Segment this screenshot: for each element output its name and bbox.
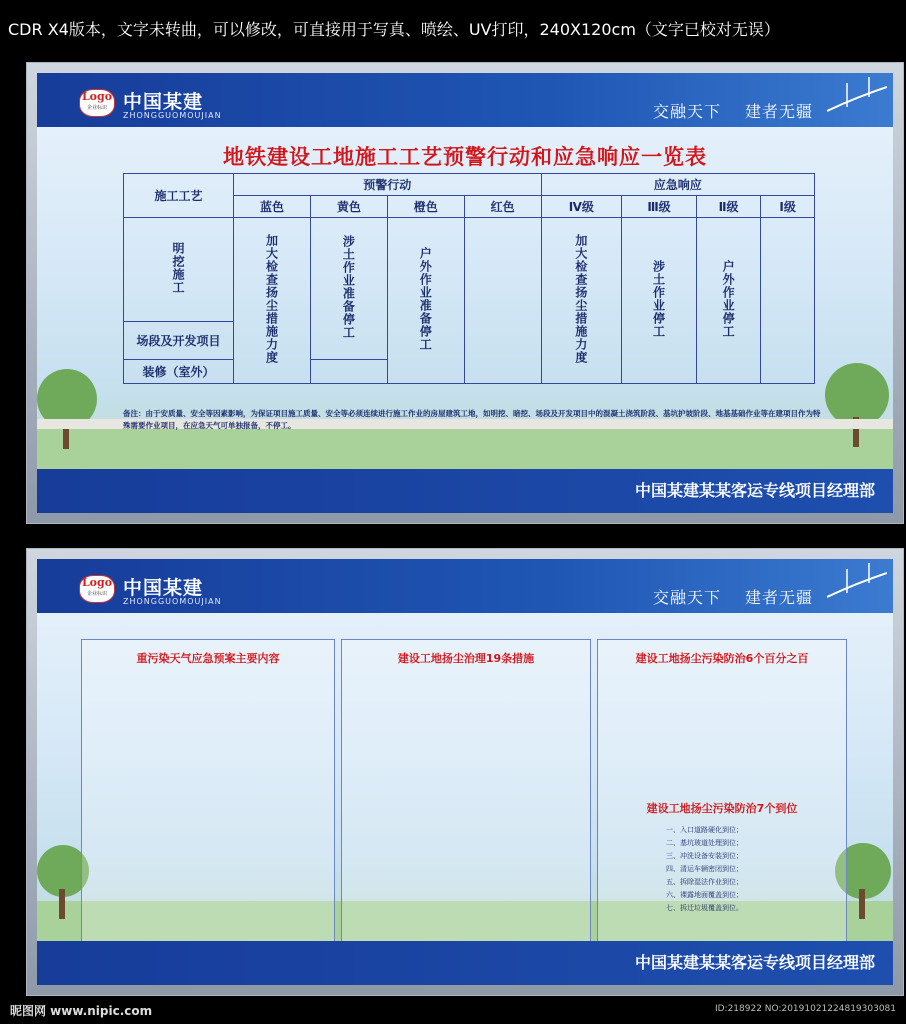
row-open-cut-label: 明挖施工 xyxy=(171,242,185,294)
board-1 xyxy=(26,62,904,524)
list-item: 二、基坑玻道处理到位； xyxy=(666,839,743,847)
logo xyxy=(79,575,115,603)
action-level4 xyxy=(541,218,622,384)
slogan xyxy=(629,99,813,122)
board-2 xyxy=(26,548,904,996)
board-2-topbar xyxy=(37,559,893,613)
level-4: Ⅳ级 xyxy=(541,196,622,218)
response-table xyxy=(123,173,815,384)
board-2-footer: 中国某建某某客运专线项目经理部 xyxy=(37,941,893,985)
brand-name: 中国某建 xyxy=(123,91,204,113)
list-item: 五、拆除湿法作业到位； xyxy=(666,878,743,886)
board-1-panel xyxy=(37,73,893,513)
logo xyxy=(79,89,115,117)
col-process: 施工工艺 xyxy=(124,174,234,218)
prevention-list xyxy=(606,824,838,914)
action-level4-text: 加大检查扬尘措施力度 xyxy=(573,234,588,364)
col-warning: 预警行动 xyxy=(234,174,542,196)
list-item: 四、清运车辆密闭到位； xyxy=(666,865,743,873)
row-decoration: 装修（室外） xyxy=(124,360,234,384)
level-blue: 蓝色 xyxy=(234,196,311,218)
column-prevention-body xyxy=(606,674,838,794)
board-1-title: 地铁建设工地施工工艺预警行动和应急响应一览表 xyxy=(223,145,707,169)
column-prevention-title: 建设工地扬尘污染防治6个百分之百 xyxy=(635,652,809,665)
watermark-id: ID:218922 NO:20191021224819303081 xyxy=(714,1004,896,1014)
row-depot: 场段及开发项目 xyxy=(124,322,234,360)
action-blue-text: 加大检查扬尘措施力度 xyxy=(264,234,279,364)
level-1: Ⅰ级 xyxy=(761,196,815,218)
logo-text: Logo xyxy=(81,90,113,103)
slogan xyxy=(629,585,813,608)
board-1-footer: 中国某建某某客运专线项目经理部 xyxy=(37,469,893,513)
action-orange xyxy=(387,218,464,384)
action-yellow-text: 涉土作业准备停工 xyxy=(341,235,356,339)
action-red xyxy=(464,218,541,384)
action-level3-text: 涉土作业停工 xyxy=(651,260,666,338)
level-orange: 橙色 xyxy=(387,196,464,218)
level-yellow: 黄色 xyxy=(310,196,387,218)
slogan-1: 交融天下 xyxy=(652,102,721,121)
column-emergency-plan xyxy=(81,639,335,945)
board-1-note: 备注：由于安质量、安全等因素影响，为保证项目施工质量、安全等必须连续进行施工作业的房屋建筑工地，如明挖、暗挖、场段及开发项目中的混凝土浇筑阶段、基坑护坡阶段、地基基础作业等在建项目作为特殊需要作业项目，在应急天气可单独报备，不停工。 xyxy=(123,409,821,430)
logo-text: Logo xyxy=(81,576,113,589)
slogan-1: 交融天下 xyxy=(652,588,721,607)
header-text: CDR X4版本，文字未转曲，可以修改，可直接用于写真、喷绘、UV打印，240X120cm（文字已校对无误） xyxy=(8,20,780,39)
watermark-site: 昵图网 www.nipic.com xyxy=(10,1004,153,1018)
action-level2-text: 户外作业停工 xyxy=(721,260,736,338)
action-level3 xyxy=(622,218,697,384)
column-dust-prevention xyxy=(597,639,847,945)
col-response: 应急响应 xyxy=(541,174,814,196)
board-1-topbar xyxy=(37,73,893,127)
column-dust-title: 建设工地扬尘治理19条措施 xyxy=(397,652,535,665)
brand-name: 中国某建 xyxy=(123,577,204,599)
watermark-bar xyxy=(0,996,906,1024)
action-yellow xyxy=(310,218,387,360)
logo-sub: 企业标识 xyxy=(86,591,107,597)
list-item: 七、拆迁垃圾覆盖到位。 xyxy=(666,904,743,912)
action-level2 xyxy=(696,218,760,384)
action-blue xyxy=(234,218,311,384)
action-yellow-empty xyxy=(310,360,387,384)
board-2-panel xyxy=(37,559,893,985)
list-item: 三、冲洗设备安装到位； xyxy=(666,852,743,860)
logo-sub: 企业标识 xyxy=(86,105,107,111)
column-emergency-title: 重污染天气应急预案主要内容 xyxy=(136,652,280,665)
bridge-icon xyxy=(827,563,887,609)
list-item: 一、入口道路硬化到位； xyxy=(666,826,743,834)
slogan-2: 建者无疆 xyxy=(744,588,813,607)
row-open-cut xyxy=(124,218,234,322)
column-prevention-subtitle: 建设工地扬尘污染防治7个到位 xyxy=(646,802,798,815)
action-orange-text: 户外作业准备停工 xyxy=(418,247,433,351)
brand-name-en: ZHONGGUOMOUJIAN xyxy=(123,111,222,120)
level-red: 红色 xyxy=(464,196,541,218)
slogan-2: 建者无疆 xyxy=(744,102,813,121)
brand-name-en: ZHONGGUOMOUJIAN xyxy=(123,597,222,606)
bridge-icon xyxy=(827,77,887,123)
column-dust-measures xyxy=(341,639,591,945)
list-item: 六、裸露地面覆盖到位； xyxy=(666,891,743,899)
level-2: Ⅱ级 xyxy=(696,196,760,218)
action-level1 xyxy=(761,218,815,384)
level-3: Ⅲ级 xyxy=(622,196,697,218)
